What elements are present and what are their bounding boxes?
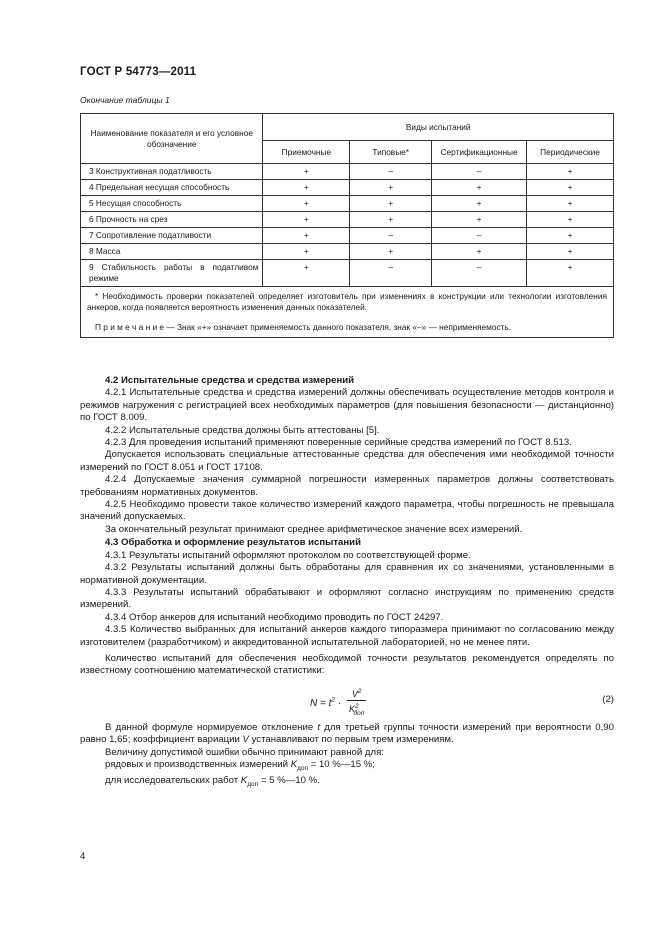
var-v: V — [242, 734, 249, 746]
row-value: + — [350, 212, 432, 228]
row-value: + — [527, 180, 614, 196]
page-number: 4 — [80, 851, 86, 862]
table-caption: Окончание таблицы 1 — [80, 95, 170, 105]
var-k: K — [290, 758, 298, 770]
row-value: + — [432, 244, 527, 260]
standard-header: ГОСТ Р 54773—2011 — [80, 66, 197, 78]
row-value: + — [263, 212, 350, 228]
sub-header-acceptance: Приемочные — [263, 141, 350, 164]
col-name-header: Наименование показателя и его условное обозначение — [81, 114, 263, 164]
row-name: 6 Прочность на срез — [81, 212, 263, 228]
text-span: = 5 %—10 %. — [258, 775, 320, 787]
formula-v-exp: 2 — [357, 687, 362, 695]
para-error: Величину допустимой ошибки обычно принимают равной для: — [105, 746, 384, 758]
para-4-2-2: 4.2.2 Испытательные средства должны быть аттестованы [5]. — [105, 424, 380, 436]
row-value: + — [350, 244, 432, 260]
formula-fraction — [347, 686, 366, 721]
row-value: + — [432, 196, 527, 212]
row-value: + — [350, 180, 432, 196]
formula-v: V — [351, 688, 358, 699]
formula-dot: · — [337, 697, 342, 709]
formula-2 — [80, 682, 614, 718]
row-name: 4 Предельная несущая способность — [81, 180, 263, 196]
row-value: – — [432, 228, 527, 244]
row-value: + — [527, 260, 614, 287]
row-value: + — [527, 196, 614, 212]
row-name: 9 Стабильность работы в податливом режиме — [81, 260, 263, 287]
table-row — [81, 228, 614, 244]
para-4-2-3-cont: Допускается использовать специальные аттестованные средства для обеспечения ими необходимой точности измерений по ГОСТ 8.051 и ГОСТ 17108. — [80, 449, 614, 473]
row-value: + — [263, 244, 350, 260]
formula-number: (2) — [602, 693, 614, 705]
table-row — [81, 180, 614, 196]
row-value: + — [527, 244, 614, 260]
body-text — [80, 374, 614, 792]
table-row — [81, 260, 614, 287]
table-row — [81, 244, 614, 260]
col-group-header: Виды испытаний — [263, 114, 614, 141]
table-row — [81, 212, 614, 228]
table-row — [81, 164, 614, 180]
table-row — [81, 196, 614, 212]
formula-k: K — [348, 704, 355, 715]
row-value: + — [263, 228, 350, 244]
row-value: + — [263, 180, 350, 196]
formula-k-exp: 2 — [354, 703, 359, 711]
var-k: K — [240, 775, 248, 787]
table-footnote-cell — [81, 287, 614, 338]
var-t: t — [317, 721, 321, 733]
section-4-2-title: 4.2 Испытательные средства и средства измерений — [105, 375, 355, 386]
row-value: + — [432, 180, 527, 196]
row-name: 3 Конструктивная податливость — [81, 164, 263, 180]
sub-header-type: Типовые* — [350, 141, 432, 164]
text-span: для исследовательских работ — [105, 775, 241, 787]
para-count: Количество испытаний для обеспечения необходимой точности результатов рекомендуется определять по известному соотношению математической статистики: — [80, 652, 614, 677]
text-span: для третьей группы точности измерений при вероятности 0,90 равно 1,65; коэффициент вариации — [80, 721, 614, 746]
para-4-3-2: 4.3.2 Результаты испытаний должны быть обработаны для сравнения их со значениями, установленными в нормативной документации. — [80, 562, 614, 586]
para-4-2-5-cont: За окончательный результат принимают среднее арифметическое значение всех измерений. — [105, 523, 523, 535]
row-value: – — [350, 228, 432, 244]
row-value: + — [527, 212, 614, 228]
para-4-3-1: 4.3.1 Результаты испытаний оформляют протоколом по соответствующей форме. — [105, 549, 471, 561]
sub-header-certification: Сертификационные — [432, 141, 527, 164]
row-value: + — [432, 212, 527, 228]
row-value: + — [263, 164, 350, 180]
para-4-2-1: 4.2.1 Испытательные средства и средства измерений должны обеспечивать осуществление методов контроля и режимов нагружения с регистрацией всех необходимых параметров (для повышения безопасности — дистанционно) по ГОСТ 8.009. — [80, 387, 614, 424]
row-value: – — [432, 164, 527, 180]
para-4-3-3: 4.3.3 Результаты испытаний обрабатывают и оформляют согласно инструкциям по применению средств измерений. — [80, 586, 614, 611]
formula-expression — [310, 686, 366, 721]
row-name: 5 Несущая способность — [81, 196, 263, 212]
row-value: + — [263, 196, 350, 212]
row-value: – — [432, 260, 527, 287]
row-value: + — [527, 228, 614, 244]
text-span: = 10 %—15 %; — [308, 758, 375, 770]
section-4-3-title: 4.3 Обработка и оформление результатов испытаний — [105, 537, 361, 549]
para-4-2-3: 4.2.3 Для проведения испытаний применяют поверенные серийные средства измерений по ГОСТ 8.513. — [105, 437, 572, 449]
row-value: + — [263, 260, 350, 287]
formula-k-sub: доп — [353, 709, 365, 717]
para-4-2-4: 4.2.4 Допускаемые значения суммарной погрешности измеренных параметров должны соответствовать требованиям нормативных документов. — [80, 474, 614, 498]
var-k-sub: доп — [297, 764, 309, 772]
tests-table — [80, 113, 614, 338]
para-4-3-5: 4.3.5 Количество выбранных для испытаний анкеров каждого типоразмера принимают по согласованию между изготовителем (разработчиком) и аккредитованной испытательной лабораторией, но не менее пяти. — [80, 624, 614, 648]
para-4-3-4: 4.3.4 Отбор анкеров для испытаний необходимо проводить по ГОСТ 24297. — [105, 611, 444, 623]
row-value: – — [350, 164, 432, 180]
row-value: + — [527, 164, 614, 180]
row-value: – — [350, 260, 432, 287]
var-k-sub: доп — [247, 781, 259, 789]
text-span: рядовых и производственных измерений — [105, 758, 291, 770]
text-span: В данной формуле нормируемое отклонение — [105, 721, 318, 733]
para-formula-explanation — [80, 722, 614, 747]
formula-numerator — [347, 686, 366, 701]
row-name: 7 Сопротивление податливости — [81, 228, 263, 244]
formula-denominator — [347, 701, 366, 720]
table-note: П р и м е ч а н и е — Знак «+» означает применяемость данного показателя, знак «–» — неприменяемость. — [95, 322, 512, 332]
formula-lhs: N = t — [310, 697, 332, 709]
formula-exponent: 2 — [331, 696, 336, 704]
text-span: устанавливают по первым трем измерениям. — [248, 734, 454, 746]
row-value: + — [350, 196, 432, 212]
sub-header-periodic: Периодические — [527, 141, 614, 164]
row-name: 8 Масса — [81, 244, 263, 260]
para-routine — [80, 759, 614, 775]
para-research — [80, 775, 614, 791]
para-4-2-5: 4.2.5 Необходимо провести такое количество измерений каждого параметра, чтобы погрешность не превышала значений допускаемых. — [80, 499, 614, 523]
table-footnote: * Необходимость проверки показателей определяет изготовитель при изменениях в конструкции или технологии изготовления анкеров, когда появляется вероятность изменения данных показателей. — [87, 291, 607, 312]
